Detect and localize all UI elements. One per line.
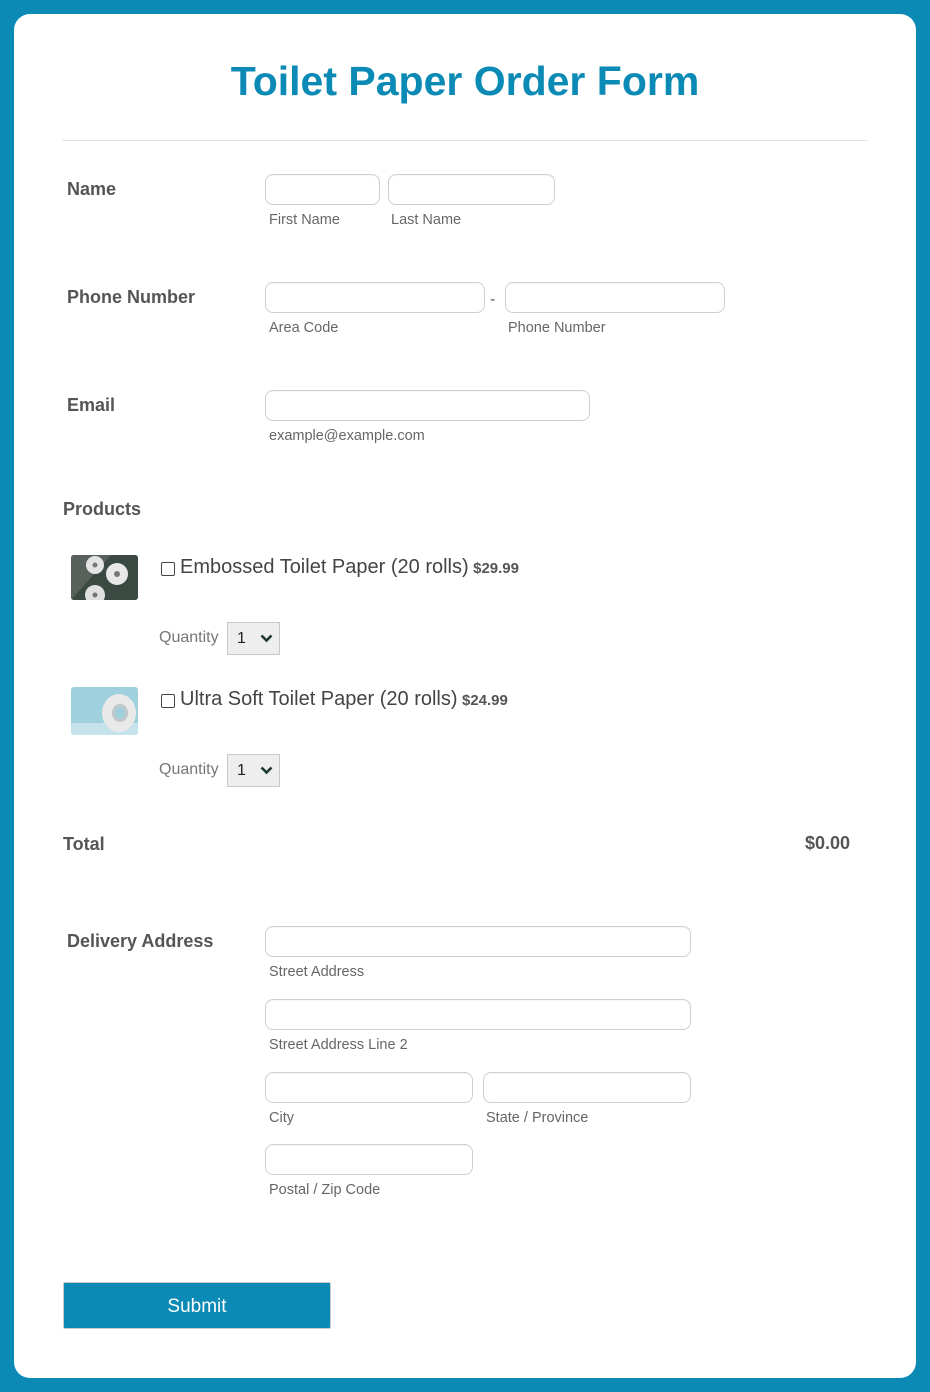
chevron-down-icon — [260, 634, 273, 643]
state-sublabel: State / Province — [486, 1110, 589, 1126]
first-name-input[interactable] — [265, 174, 380, 205]
city-sublabel: City — [269, 1110, 294, 1126]
city-input[interactable] — [265, 1072, 473, 1103]
product-1-quantity-value: 1 — [237, 630, 246, 647]
product-2-label[interactable] — [180, 688, 508, 711]
product-2-quantity-select[interactable] — [227, 754, 280, 787]
zip-sublabel: Postal / Zip Code — [269, 1182, 381, 1198]
total-value: $0.00 — [805, 833, 851, 853]
first-name-sublabel: First Name — [269, 212, 340, 228]
product-2-checkbox[interactable] — [161, 694, 175, 708]
zip-input[interactable] — [265, 1144, 473, 1175]
product-1-label[interactable] — [180, 556, 519, 579]
phone-number-input[interactable] — [505, 282, 725, 313]
email-label: Email — [67, 395, 116, 415]
email-sublabel: example@example.com — [269, 428, 425, 444]
product-1-quantity-label: Quantity — [159, 629, 219, 646]
product-1-checkbox[interactable] — [161, 562, 175, 576]
form-title: Toilet Paper Order Form — [230, 58, 700, 104]
delivery-address-label: Delivery Address — [67, 931, 214, 951]
chevron-down-icon — [260, 766, 273, 775]
email-input[interactable] — [265, 390, 590, 421]
total-label: Total — [63, 834, 105, 854]
title-divider — [62, 140, 868, 141]
street-address-line2-input[interactable] — [265, 999, 691, 1030]
product-1-price: $29.99 — [473, 560, 519, 577]
product-2-name: Ultra Soft Toilet Paper (20 rolls) — [180, 688, 458, 710]
area-code-input[interactable] — [265, 282, 485, 313]
submit-button[interactable]: Submit — [63, 1282, 331, 1329]
area-code-sublabel: Area Code — [269, 320, 339, 336]
product-1-name: Embossed Toilet Paper (20 rolls) — [180, 556, 469, 578]
toilet-paper-roll-blue-icon — [71, 687, 138, 735]
product-2-quantity-value: 1 — [237, 762, 246, 779]
state-input[interactable] — [483, 1072, 691, 1103]
products-label: Products — [63, 499, 142, 519]
street-address-input[interactable] — [265, 926, 691, 957]
last-name-input[interactable] — [388, 174, 555, 205]
street-address-line2-sublabel: Street Address Line 2 — [269, 1037, 408, 1053]
phone-separator: - — [490, 291, 496, 308]
name-label: Name — [67, 179, 117, 199]
phone-number-sublabel: Phone Number — [508, 320, 606, 336]
street-address-sublabel: Street Address — [269, 964, 365, 980]
phone-label: Phone Number — [67, 287, 196, 307]
product-1-quantity-select[interactable] — [227, 622, 280, 655]
last-name-sublabel: Last Name — [391, 212, 462, 228]
product-2-quantity-label: Quantity — [159, 761, 219, 778]
product-2-price: $24.99 — [461, 692, 508, 709]
toilet-paper-rolls-dark-icon — [71, 555, 138, 600]
